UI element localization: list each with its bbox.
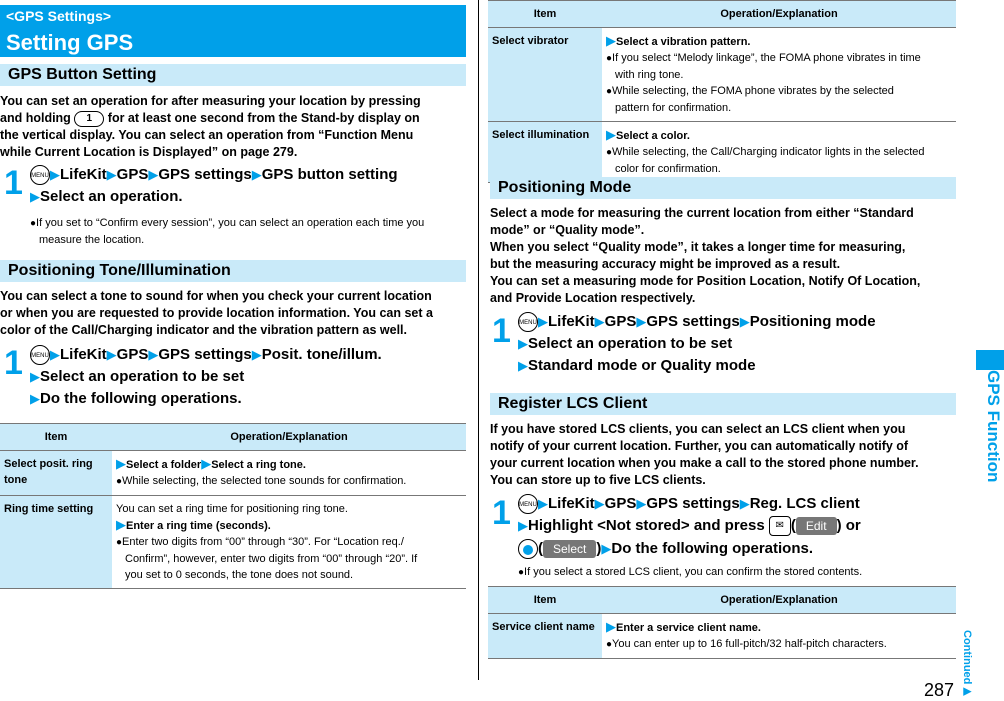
item-cell: Select vibrator: [488, 28, 602, 122]
heading-positioning-mode: Positioning Mode: [490, 177, 956, 199]
note-text: If you select a stored LCS client, you can confirm the stored contents.: [524, 566, 863, 578]
op-line: [116, 534, 462, 551]
op-line: [116, 517, 462, 534]
op-line: [606, 127, 952, 144]
column-header: Item: [0, 424, 112, 451]
para-line: and Provide Location respectively.: [490, 291, 696, 305]
op-line: with ring tone.: [615, 69, 684, 81]
arrow-icon: ▶: [30, 391, 40, 406]
step-text: Highlight <Not stored> and press: [528, 517, 765, 534]
register-lcs-description: [490, 421, 960, 489]
step-text: Select an operation to be set: [528, 335, 733, 352]
step-instruction: [518, 355, 756, 377]
op-line: [606, 33, 952, 50]
op-line: [116, 456, 462, 473]
op-text: Enter two digits from “00” through “30”. For “Location req./: [122, 536, 404, 548]
step-text: LifeKit: [548, 495, 595, 512]
page-number: 287: [924, 680, 955, 700]
operation-cell: [602, 122, 956, 183]
column-header: Item: [488, 587, 602, 614]
arrow-icon: ▶: [106, 347, 117, 362]
op-line: [606, 144, 952, 161]
op-line: [116, 473, 462, 490]
op-text: Enter a ring time (seconds).: [126, 520, 271, 532]
bullet-icon: ●: [30, 218, 37, 229]
arrow-icon: ▶: [518, 336, 528, 351]
title-banner: [0, 5, 466, 57]
step-text: Standard mode or Quality mode: [528, 357, 756, 374]
step-text: GPS: [604, 313, 637, 330]
arrow-icon: ▶: [518, 518, 528, 533]
step-number: 1: [492, 312, 511, 350]
para-line: color of the Call/Charging indicator and the vibration pattern as well.: [0, 323, 407, 337]
note-line: [30, 215, 470, 232]
step-text: GPS settings: [158, 346, 252, 363]
note-text: If you set to “Confirm every session”, you can select an operation each time you: [36, 217, 425, 229]
op-line: [606, 50, 952, 67]
step-text: LifeKit: [60, 346, 107, 363]
para-line: notify of your current location. Further, you can automatically notify of: [490, 439, 909, 453]
step-text: GPS settings: [158, 166, 252, 183]
para-line: but the measuring accuracy might be improved as a result.: [490, 257, 841, 271]
op-line: Confirm”, however, enter two digits from “00” through “20”. If: [125, 553, 418, 565]
arrow-icon: ▶: [251, 167, 262, 182]
step-instruction: [518, 311, 876, 333]
step-instruction: [30, 186, 183, 208]
step-instruction: ▶Highlight <Not stored> and press ✉ ( Edit ) or: [518, 515, 861, 537]
menu-key-icon: MENU: [518, 312, 538, 332]
table-row: [488, 122, 956, 183]
arrow-icon: ▶: [636, 314, 647, 329]
para-line: You can set a measuring mode for Position Location, Notify Of Location,: [490, 274, 921, 288]
step-instruction: [30, 344, 382, 366]
arrow-icon: ▶: [538, 314, 548, 329]
step-text: GPS settings: [646, 313, 740, 330]
item-cell: Select posit. ring tone: [0, 451, 112, 496]
para-line: your current location when you make a call to the stored phone number.: [490, 456, 919, 470]
arrow-icon: ▶: [606, 33, 616, 48]
positioning-tone-description: [0, 288, 470, 339]
step-text: Do the following operations.: [40, 390, 242, 407]
arrow-icon: ▶: [606, 619, 616, 634]
menu-key-icon: MENU: [30, 345, 50, 365]
arrow-icon: ▶: [201, 456, 212, 471]
note: [518, 564, 958, 581]
para-line: When you select “Quality mode”, it takes a longer time for measuring,: [490, 240, 906, 254]
step-number: 1: [4, 164, 23, 202]
arrow-icon: ▶: [50, 167, 60, 182]
step-text: Reg. LCS client: [749, 495, 860, 512]
arrow-icon: ▶: [538, 496, 548, 511]
section-subtitle: <GPS Settings>: [6, 8, 112, 24]
arrow-icon: ▶: [961, 684, 973, 698]
continued-text: Continued: [961, 630, 973, 685]
op-line: color for confirmation.: [615, 163, 721, 175]
op-text: While selecting, the FOMA phone vibrates by the selected: [612, 85, 894, 97]
step-number: 1: [4, 344, 23, 382]
bullet-icon: ●: [116, 476, 123, 487]
vibrator-table: [488, 0, 956, 183]
step-instruction: [30, 388, 242, 410]
column-divider: [478, 0, 479, 680]
step-text: GPS: [116, 166, 149, 183]
page-title: Setting GPS: [6, 30, 134, 55]
bullet-icon: ●: [606, 147, 613, 158]
item-cell: Select illumination: [488, 122, 602, 183]
item-cell: Service client name: [488, 614, 602, 659]
step-text: Select an operation to be set: [40, 368, 245, 385]
op-text: Select a color.: [616, 130, 690, 142]
step-instruction: [30, 164, 398, 186]
menu-key-icon: MENU: [30, 165, 50, 185]
arrow-icon: ▶: [148, 167, 159, 182]
arrow-icon: ▶: [50, 347, 60, 362]
op-text: While selecting, the selected tone sounds for confirmation.: [122, 475, 407, 487]
step-text: GPS: [116, 346, 149, 363]
arrow-icon: ▶: [739, 496, 750, 511]
para-text: and holding: [0, 111, 71, 125]
para-line: You can set an operation for after measuring your location by pressing: [0, 94, 421, 108]
op-line: [606, 83, 952, 100]
step-text: GPS button setting: [261, 166, 398, 183]
menu-key-icon: MENU: [518, 494, 538, 514]
side-tab-label: GPS Function: [984, 370, 1003, 483]
para-line: You can select a tone to sound for when you check your current location: [0, 289, 432, 303]
op-line: [606, 619, 952, 636]
para-line: You can store up to five LCS clients.: [490, 473, 706, 487]
op-line: [606, 636, 952, 653]
step-text: GPS: [604, 495, 637, 512]
item-cell: Ring time setting: [0, 496, 112, 589]
heading-register-lcs: Register LCS Client: [490, 393, 956, 415]
arrow-icon: ▶: [106, 167, 117, 182]
heading-positioning-tone: Positioning Tone/Illumination: [0, 260, 466, 282]
step-instruction: [518, 493, 860, 515]
step-number: 1: [492, 494, 511, 532]
operation-cell: [112, 496, 466, 589]
continued-label: [958, 630, 974, 698]
para-line: while Current Location is Displayed” on page 279.: [0, 145, 298, 159]
arrow-icon: ▶: [251, 347, 262, 362]
select-softkey: Select: [543, 540, 596, 558]
side-tab-marker: [976, 350, 1004, 370]
table-row: [0, 451, 466, 496]
step-text: or: [845, 517, 861, 534]
bullet-icon: ●: [518, 567, 525, 578]
tone-table: [0, 423, 466, 589]
operation-cell: [602, 614, 956, 659]
arrow-icon: ▶: [739, 314, 750, 329]
table-row: [488, 28, 956, 122]
column-header: Item: [488, 1, 602, 28]
operation-cell: [602, 28, 956, 122]
op-line: You can set a ring time for positioning ring tone.: [116, 503, 348, 515]
op-text: Enter a service client name.: [616, 622, 761, 634]
arrow-icon: ▶: [30, 369, 40, 384]
positioning-mode-description: [490, 205, 960, 307]
para-line: Select a mode for measuring the current location from either “Standard: [490, 206, 914, 220]
step-text: Posit. tone/illum.: [261, 346, 382, 363]
op-line: you set to 0 seconds, the tone does not sound.: [125, 569, 354, 581]
note: [30, 215, 470, 248]
step-instruction: [518, 333, 732, 355]
arrow-icon: ▶: [116, 456, 126, 471]
op-text: Select a ring tone.: [211, 459, 306, 471]
arrow-icon: ▶: [518, 358, 528, 373]
center-key-icon: [518, 539, 538, 559]
arrow-icon: ▶: [30, 189, 40, 204]
para-line: If you have stored LCS clients, you can select an LCS client when you: [490, 422, 906, 436]
step-text: LifeKit: [60, 166, 107, 183]
para-line: mode” or “Quality mode”.: [490, 223, 645, 237]
op-text: Select a vibration pattern.: [616, 36, 751, 48]
note-line: measure the location.: [39, 234, 145, 246]
op-text: Select a folder: [126, 459, 202, 471]
arrow-icon: ▶: [601, 541, 612, 556]
table-row: [488, 614, 956, 659]
heading-gps-button: GPS Button Setting: [0, 64, 466, 86]
table-row: [0, 496, 466, 589]
arrow-icon: ▶: [116, 517, 126, 532]
bullet-icon: ●: [116, 537, 123, 548]
mail-key-icon: ✉: [769, 516, 791, 536]
column-header: Operation/Explanation: [112, 424, 466, 451]
arrow-icon: ▶: [606, 127, 616, 142]
bullet-icon: ●: [606, 86, 613, 97]
step-text: LifeKit: [548, 313, 595, 330]
operation-cell: [112, 451, 466, 496]
column-header: Operation/Explanation: [602, 587, 956, 614]
para-line: [0, 110, 470, 127]
arrow-icon: ▶: [594, 496, 605, 511]
one-key-icon: 1: [74, 111, 104, 127]
op-text: You can enter up to 16 full-pitch/32 half-pitch characters.: [612, 638, 887, 650]
bullet-icon: ●: [606, 639, 613, 650]
arrow-icon: ▶: [148, 347, 159, 362]
para-line: or when you are requested to provide location information. You can set a: [0, 306, 433, 320]
para-text: for at least one second from the Stand-by display on: [107, 111, 420, 125]
step-text: Select an operation.: [40, 188, 183, 205]
step-instruction: ( Select )▶Do the following operations.: [518, 538, 813, 560]
para-line: the vertical display. You can select an operation from “Function Menu: [0, 128, 414, 142]
lcs-table: [488, 586, 956, 659]
step-text: GPS settings: [646, 495, 740, 512]
step-text: Do the following operations.: [611, 540, 814, 557]
edit-softkey: Edit: [796, 517, 837, 535]
op-text: While selecting, the Call/Charging indicator lights in the selected: [612, 146, 925, 158]
op-text: If you select “Melody linkage”, the FOMA phone vibrates in time: [612, 52, 921, 64]
op-line: pattern for confirmation.: [615, 102, 732, 114]
step-text: Positioning mode: [749, 313, 876, 330]
gps-button-description: [0, 93, 470, 161]
step-instruction: [30, 366, 244, 388]
bullet-icon: ●: [606, 53, 613, 64]
arrow-icon: ▶: [636, 496, 647, 511]
arrow-icon: ▶: [594, 314, 605, 329]
column-header: Operation/Explanation: [602, 1, 956, 28]
